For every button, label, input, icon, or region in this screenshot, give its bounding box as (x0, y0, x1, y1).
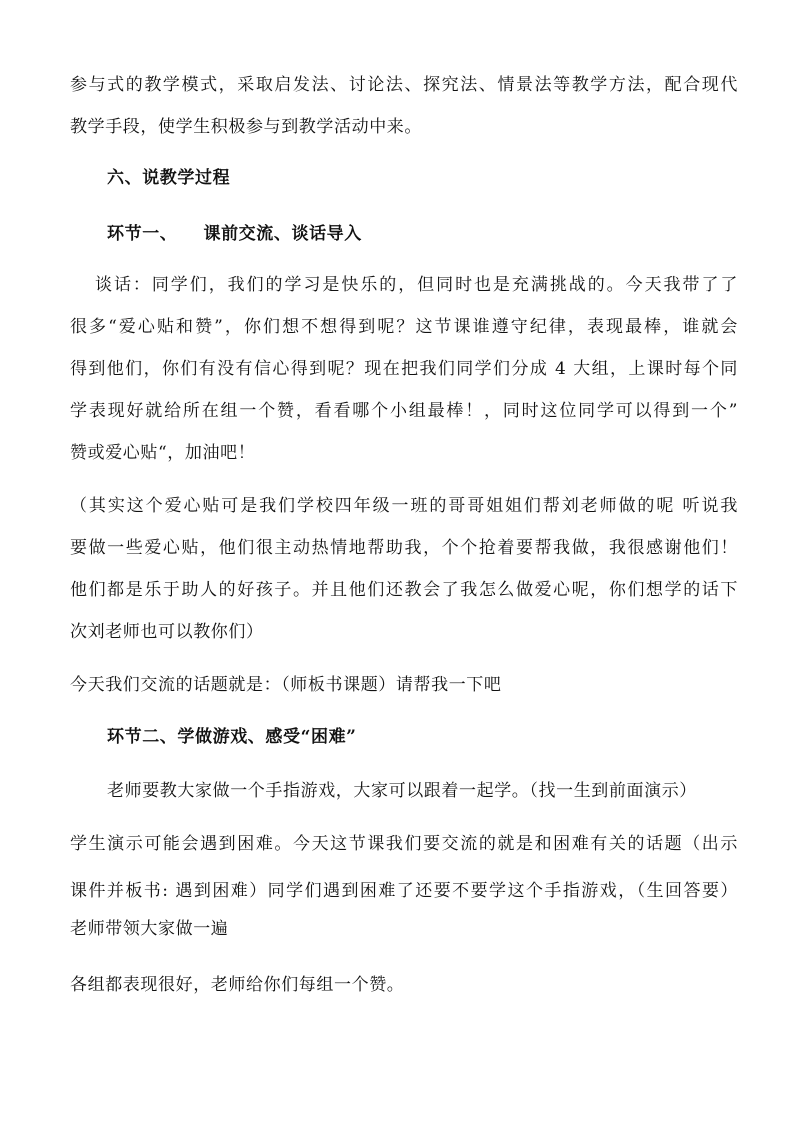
step-one-heading: 环节一、 课前交流、谈话导入 (107, 224, 362, 244)
aside-line-3: 他们都是乐于助人的好孩子。并且他们还教会了我怎么做爱心呢，你们想学的话下 (70, 580, 738, 600)
dialogue-line-4: 学表现好就给所在组一个赞，看看哪个小组最棒！，同时这位同学可以得到一个” (70, 401, 738, 421)
step-two-heading: 环节二、学做游戏、感受“困难” (107, 727, 357, 747)
topic-line: 今天我们交流的话题就是：（师板书课题）请帮我一下吧 (70, 675, 502, 695)
dialogue-line-3: 得到他们，你们有没有信心得到呢？现在把我们同学们分成 4 大组，上课时每个同 (70, 359, 738, 379)
dialogue-line-5: 赞或爱心贴“，加油吧！ (70, 443, 256, 463)
dialogue-line-1: 谈话：同学们，我们的学习是快乐的，但同时也是充满挑战的。今天我带了了 (95, 275, 738, 295)
dialogue-line-2: 很多“爱心贴和赞”，你们想不想得到呢？这节课谁遵守纪律，表现最棒，谁就会 (70, 317, 738, 337)
intro-paragraph-line-1: 参与式的教学模式，采取启发法、讨论法、探究法、情景法等教学方法，配合现代 (70, 75, 738, 95)
closing-line: 各组都表现很好，老师给你们每组一个赞。 (70, 975, 405, 995)
aside-line-1: （其实这个爱心贴可是我们学校四年级一班的哥哥姐姐们帮刘老师做的呢 听说我 (70, 496, 738, 516)
section-six-heading: 六、说教学过程 (107, 168, 231, 188)
game-line-2: 学生演示可能会遇到困难。今天这节课我们要交流的就是和困难有关的话题（出示 (70, 834, 738, 854)
game-line-1: 老师要教大家做一个手指游戏，大家可以跟着一起学。（找一生到前面演示） (107, 781, 697, 801)
aside-line-4: 次刘老师也可以教你们） (70, 622, 264, 642)
intro-paragraph-line-2: 教学手段，使学生积极参与到教学活动中来。 (70, 117, 422, 137)
game-line-3: 课件并板书: 遇到困难）同学们遇到困难了还要不要学这个手指游戏，（生回答要） (70, 881, 738, 901)
game-line-4: 老师带领大家做一遍 (70, 919, 229, 939)
aside-line-2: 要做一些爱心贴，他们很主动热情地帮助我，个个抢着要帮我做，我很感谢他们！ (70, 538, 738, 558)
